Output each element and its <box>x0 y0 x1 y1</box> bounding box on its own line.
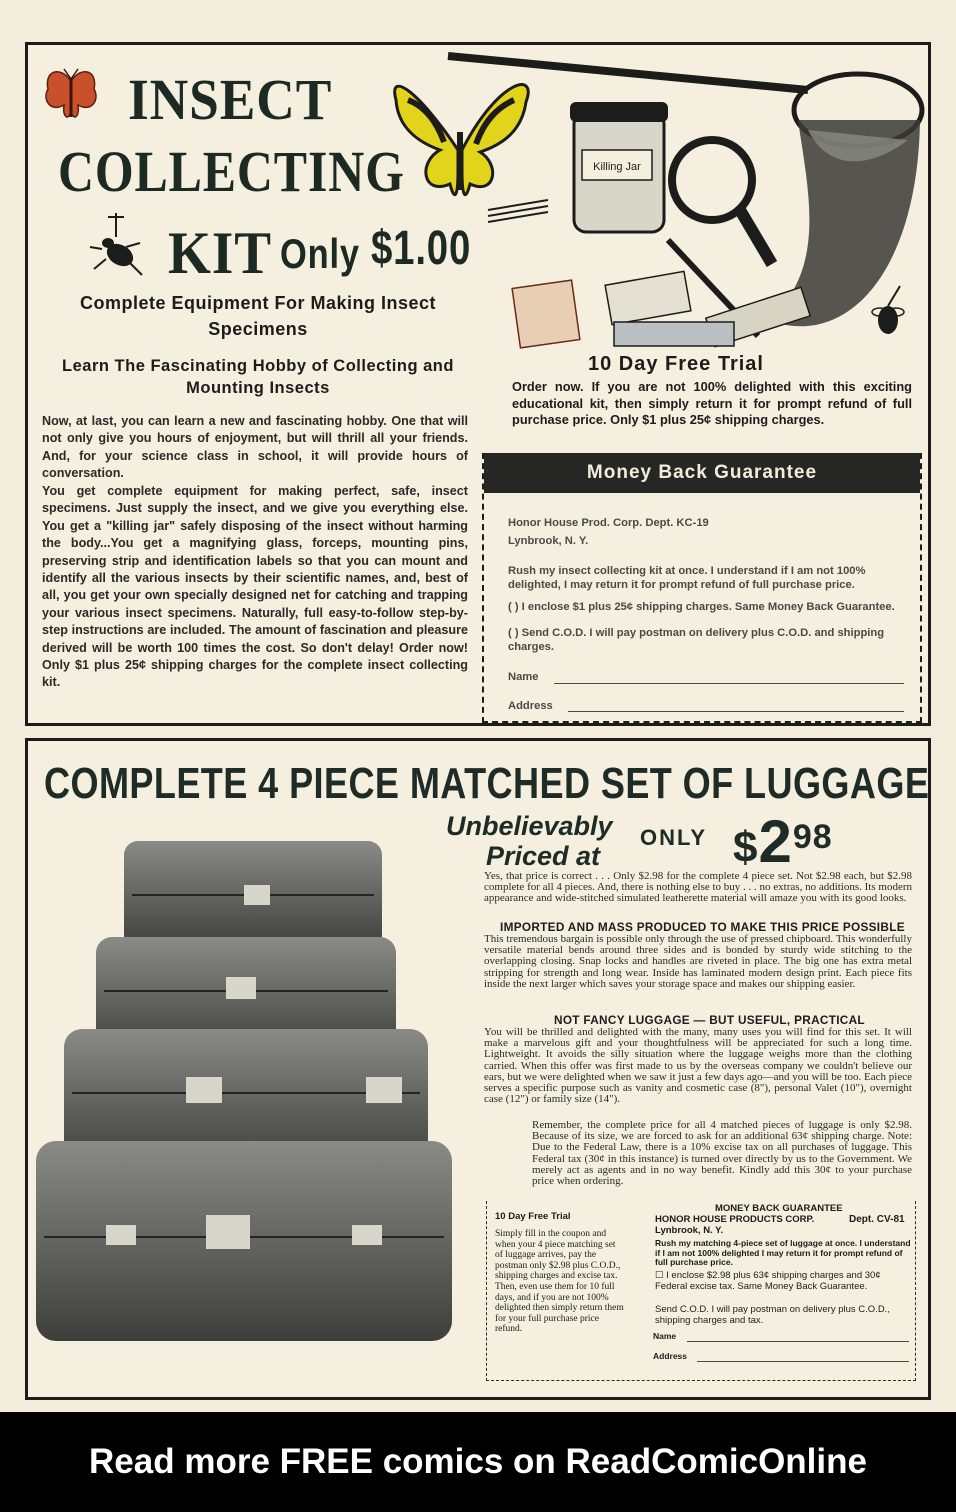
coupon2-trial-title: 10 Day Free Trial <box>495 1211 571 1222</box>
fly-icon <box>872 286 904 334</box>
luggage-subhead-2: NOT FANCY LUGGAGE — BUT USEFUL, PRACTICAL <box>554 1013 865 1027</box>
coupon2-guarantee: MONEY BACK GUARANTEE <box>715 1203 843 1214</box>
footer-link-text[interactable]: Read more FREE comics on ReadComicOnline <box>89 1442 867 1481</box>
coupon2-name-label: Name <box>653 1331 677 1341</box>
kit-illustration <box>388 50 928 350</box>
title-insect: INSECT <box>128 67 333 132</box>
subhead-equipment: Complete Equipment For Making Insect Specimens <box>79 293 437 339</box>
unbelievably-text: Unbelievably <box>446 811 613 841</box>
price-main: 2 <box>758 808 793 875</box>
coupon-name-label: Name <box>508 671 539 683</box>
luggage-paragraph-4: Remember, the complete price for all 4 matched pieces of luggage is only $2.98. Because of its size, we are forced to ask for an additional 63¢ shipping charge. Note: Due to the Federal Law, there is a 10% excise tax on all purchases of luggage. This Federal tax (30¢ in this instance) is turned over directly by us to the Government. We merely act as agents and in no way benefit. Kindly add this 30¢ to your purchase price when ordering. <box>532 1119 912 1188</box>
coupon2-city: Lynbrook, N. Y. <box>655 1225 724 1236</box>
red-butterfly-icon <box>42 67 100 127</box>
luggage-ad <box>25 738 931 1400</box>
luggage-illustration <box>36 841 476 1391</box>
insect-kit-ad <box>25 42 931 726</box>
coupon-address-field[interactable] <box>568 711 904 712</box>
trial-title: 10 Day Free Trial <box>588 353 764 375</box>
price-cents: 98 <box>792 818 833 856</box>
coupon-rush-text: Rush my insect collecting kit at once. I understand if I am not 100% delighted, I may return it for prompt refund of full purchase price. <box>508 565 866 591</box>
coupon-address-label: Address <box>508 700 553 712</box>
coupon2-company: HONOR HOUSE PRODUCTS CORP. <box>655 1214 815 1225</box>
coupon2-trial-text: Simply fill in the coupon and when your 4 piece matching set of luggage arrives, pay the postman only $2.98 plus C.O.D., shipping charges and excise tax. Then, even use them for 10 full days, and if you are not 100% delighted then simply return them for your full purchase price refund. <box>495 1229 624 1335</box>
coupon2-option-cod[interactable]: Send C.O.D. I will pay postman on delivery plus C.O.D., shipping charges and tax. <box>655 1304 890 1326</box>
jar-label: Killing Jar <box>593 161 641 173</box>
coupon2-address-field[interactable] <box>697 1361 909 1362</box>
title-kit: KIT <box>168 220 273 286</box>
only-label: Only <box>280 230 360 277</box>
coupon2-address-label: Address <box>653 1351 688 1361</box>
title-collecting: COLLECTING <box>58 139 405 204</box>
luggage-order-coupon <box>486 1201 916 1381</box>
coupon-company: Honor House Prod. Corp. Dept. KC-19 <box>508 517 709 529</box>
luggage-paragraph-3: You will be thrilled and delighted with the many, many uses you will find for this set. It will make a marvelous gift and your thoughtfulness will be appreciated for such a long time. Lightweight. It avoids the silly situation where the luggage weighs more than the clothing carried. When this offer was first made to us by the overseas company we couldn't believe our ears, but we were delighted when we saw it just a few days ago—and you will be too. Each piece serves a specific purpose such as vanity and cosmetic case (8"), personal Valet (10"), overnight case (12") or family size (14"). <box>484 1026 912 1106</box>
kit-price: $1.00 <box>371 222 472 275</box>
luggage-price <box>733 807 833 876</box>
only-label-2: ONLY <box>640 825 708 850</box>
priced-at-text: Priced at <box>486 841 601 871</box>
coupon-option-cod[interactable]: ( ) Send C.O.D. I will pay postman on delivery plus C.O.D. and shipping charges. <box>508 627 885 653</box>
beetle-icon <box>86 213 146 279</box>
subhead-hobby: Learn The Fascinating Hobby of Collecting and Mounting Insects <box>62 357 454 397</box>
coupon-option-enclose[interactable]: ( ) I enclose $1 plus 25¢ shipping charges. Same Money Back Guarantee. <box>508 601 895 613</box>
promo-footer <box>0 1412 956 1512</box>
money-back-band: Money Back Guarantee <box>484 453 920 493</box>
price-dollar: $ <box>733 823 759 872</box>
coupon2-rush-text: Rush my matching 4-piece set of luggage at once. I understand if I am not 100% delighted I may return it for prompt refund of full purchase price. <box>655 1238 911 1268</box>
yellow-butterfly-icon <box>395 85 528 195</box>
kit-order-coupon <box>482 453 922 723</box>
luggage-headline: COMPLETE 4 PIECE MATCHED SET OF LUGGAGE <box>44 759 930 808</box>
coupon2-option-enclose[interactable]: ☐ I enclose $2.98 plus 63¢ shipping charges and 30¢ Federal excise tax. Same Money Back Guarantee. <box>655 1270 881 1292</box>
trial-text: Order now. If you are not 100% delighted with this exciting educational kit, then simply return it for prompt refund of full purchase price. Only $1 plus 25¢ shipping charges. <box>512 379 912 428</box>
coupon2-dept: Dept. CV-81 <box>849 1214 905 1225</box>
luggage-paragraph-1: Yes, that price is correct . . . Only $2.98 for the complete 4 piece set. Not $2.98 each, but $2.98 complete for all 4 pieces. And, there is nothing else to buy . . . no extras, no additions. Its modern appearance and wide-stitched simulated leatherette material will amaze you with its good looks. <box>484 870 912 905</box>
kit-paragraph-1: Now, at last, you can learn a new and fascinating hobby. One that will not only give you hours of enjoyment, but will thrill all your friends. And, for your science class in school, it will provide hours of conversation. <box>42 414 468 481</box>
coupon-name-field[interactable] <box>554 683 904 684</box>
case-family <box>36 1141 452 1341</box>
kit-paragraph-2: You get complete equipment for making perfect, safe, insect specimens. Just supply the insect, and we give you everything else. You get a "killing jar" safely disposing of the insect without harming the body...You get a magnifying glass, forceps, mounting pins, preserving strip and identification labels so that you can mount and identify all the various insects by their scientific names, and, best of all, you get your own specially designed net for catching and trapping your various insect specimens. Naturally, full easy-to-follow step-by-step instructions are included. The amount of fascination and pleasure derived will be worth 100 times the cost. So don't delay! Order now! Only $1 plus 25¢ shipping charges for the complete insect collecting kit. <box>42 484 468 690</box>
coupon2-name-field[interactable] <box>687 1341 909 1342</box>
coupon-city: Lynbrook, N. Y. <box>508 535 589 547</box>
luggage-paragraph-2: This tremendous bargain is possible only through the use of pressed chipboard. This wonderfully versatile material bends around three sides and is bonded by sturdy wide stitching to the overlapping closing. Snap locks and handles are riveted in place. The big one has extra metal stripping for strength and long wear. Inside has laminated modern design print. Each piece fits inside the next larger which saves your storage space and makes our shipping easier. <box>484 933 912 990</box>
case-small <box>124 841 382 949</box>
luggage-subhead-1: IMPORTED AND MASS PRODUCED TO MAKE THIS PRICE POSSIBLE <box>500 920 905 934</box>
